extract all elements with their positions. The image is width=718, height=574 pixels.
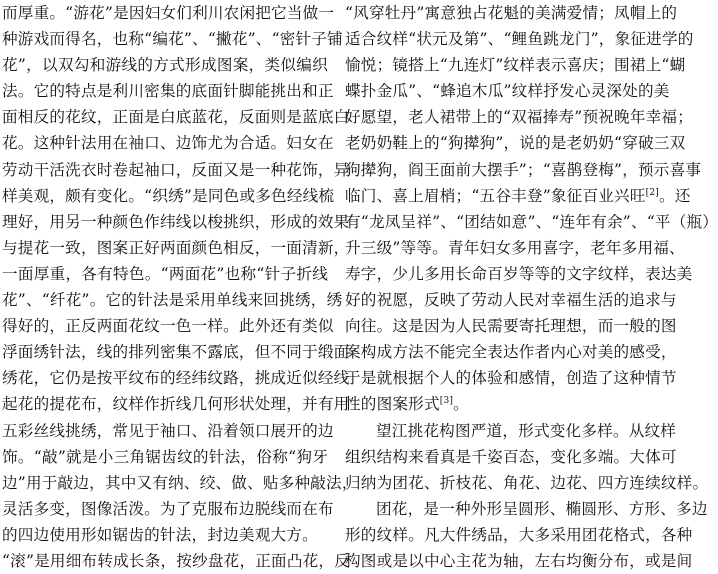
text-line: 面相反的花纹，正面是白底蓝花，反面则是蓝底白 <box>2 108 350 127</box>
text-span: 临门、喜上眉梢；“五谷丰登”象征百业兴旺 <box>345 186 646 205</box>
text-line: 法。它的特点是利川密集的底面针脚能挑出和正 <box>2 82 334 101</box>
text-line: 饰。“敲”就是小三角锯齿纹的针法，俗称“狗牙 <box>2 447 328 466</box>
text-line: 组织结构来看真是千姿百态，变化多端。大体可 <box>345 447 677 466</box>
text-line: 构图或是以中心主花为轴，左右均衡分布，或是间 <box>345 551 693 570</box>
text-span: 。还 <box>659 186 691 205</box>
text-line: 种游戏而得名，也称“编花”、“撇花”、“密针子铺 <box>2 30 343 49</box>
text-line: 的四边使用形如锯齿的针法，封边美观大方。 <box>2 525 318 544</box>
text-line: 好愿望，老人裙带上的“双福捧寿”预祝晚年幸福； <box>345 108 694 127</box>
text-line: 得好的，正反两面花纹一色一样。此外还有类似 <box>2 317 334 336</box>
text-line: 理好，用另一种颜色作纬线以梭挑织，形成的效果 <box>2 212 350 231</box>
paragraph-start-line: 团花，是一种外形呈圆形、椭圆形、方形、多边 <box>376 499 708 518</box>
text-line: 劳动干活洗衣时卷起袖口，反面又是一种花饰，异 <box>2 160 350 179</box>
text-line: 升三级”等等。青年妇女多用喜字，老年多用福、 <box>345 238 685 257</box>
text-line: “风穿牡丹”寓意独占花魁的美满爱情；凤帽上的 <box>345 4 678 22</box>
text-line: 寿字，少儿多用长命百岁等等的文字纹样，表达美 <box>345 264 693 283</box>
text-line: 老奶奶鞋上的“狗撵狗”，说的是老奶奶“穿破三双 <box>345 134 686 153</box>
right-column <box>345 0 718 570</box>
text-line: 浮面绣针法，线的排列密集不露底，但不同于缎面 <box>2 343 350 362</box>
text-line: 愉悦；镜搭上“九连灯”纹样表示喜庆；围裙上“蝴 <box>345 56 686 75</box>
text-line: 而厚重。“游花”是因妇女们利川农闲把它当做一 <box>2 4 335 22</box>
text-line: 与提花一致，图案正好两面颜色相反，一面清新， <box>2 238 350 257</box>
text-line-with-note <box>345 391 663 417</box>
text-line: 花”，以双勾和游线的方式形成图案，类似编织 <box>2 56 328 75</box>
text-line: 有“龙凤呈祥”、“团结如意”、“连年有余”、“平（瓶） <box>345 212 718 231</box>
text-line: 蝶扑金瓜”、“蜂追木瓜”纹样抒发心灵深处的美 <box>345 82 670 101</box>
text-line: 五彩丝线挑绣，常见于袖口、沿着领口展开的边 <box>2 421 334 440</box>
footnote-ref: [2] <box>645 187 659 198</box>
text-line: 归纳为团花、折枝花、角花、边花、四方连续纹样。 <box>345 473 709 492</box>
text-span: 。 <box>453 395 469 414</box>
text-line: 灵活多变，图像活泼。为了克服布边脱线而在布 <box>2 499 334 518</box>
text-line: 于是就根据个人的体验和感情，创造了这种情节 <box>345 369 677 388</box>
text-line: “滚”是用细布转成长条，按纱盘花，正面凸花，反 <box>2 551 351 570</box>
text-line: 样美观，颇有变化。“织绣”是同色或多色经线梳 <box>2 186 335 205</box>
text-line: 一面厚重，各有特色。“两面花”也称“针子折线 <box>2 264 328 283</box>
text-line: 案构成方法不能完全表达作者内心对美的感受， <box>345 343 677 362</box>
text-line: 向往。这是因为人民需要寄托理想，而一般的图 <box>345 317 677 336</box>
paragraph-start-line: 望江挑花构图严道，形式变化多样。从纹样 <box>376 421 677 440</box>
text-line: 形的纹样。凡大件绣品，大多采用团花格式，各种 <box>345 525 693 544</box>
text-line: 绣花，它仍是按平纹布的经纬纹路，挑成近似经线 <box>2 369 350 388</box>
text-span: 性的图案形式 <box>345 395 440 414</box>
text-line: 花。这种针法用在袖口、边饰尤为合适。妇女在 <box>2 134 334 153</box>
left-column <box>2 0 358 570</box>
text-line: 好的祝愿，反映了劳动人民对幸福生活的追求与 <box>345 291 677 310</box>
text-line-with-note <box>345 183 691 209</box>
text-line: 花”、“纤花”。它的针法是采用单线来回挑绣，绣 <box>2 291 343 310</box>
text-line: 起花的提花布，纹样作折线几何形状处理，并有用 <box>2 395 350 414</box>
text-line: 边”用于敲边，其中又有纳、绞、做、贴多种敲法， <box>2 473 358 492</box>
text-line: 适合纹样“状元及第”、“鲤鱼跳龙门”，象征进学的 <box>345 30 694 49</box>
text-line: 狗撵狗，阎王面前大摆手”；“喜鹊登梅”，预示喜事 <box>345 160 702 179</box>
footnote-ref: [3] <box>439 396 454 407</box>
